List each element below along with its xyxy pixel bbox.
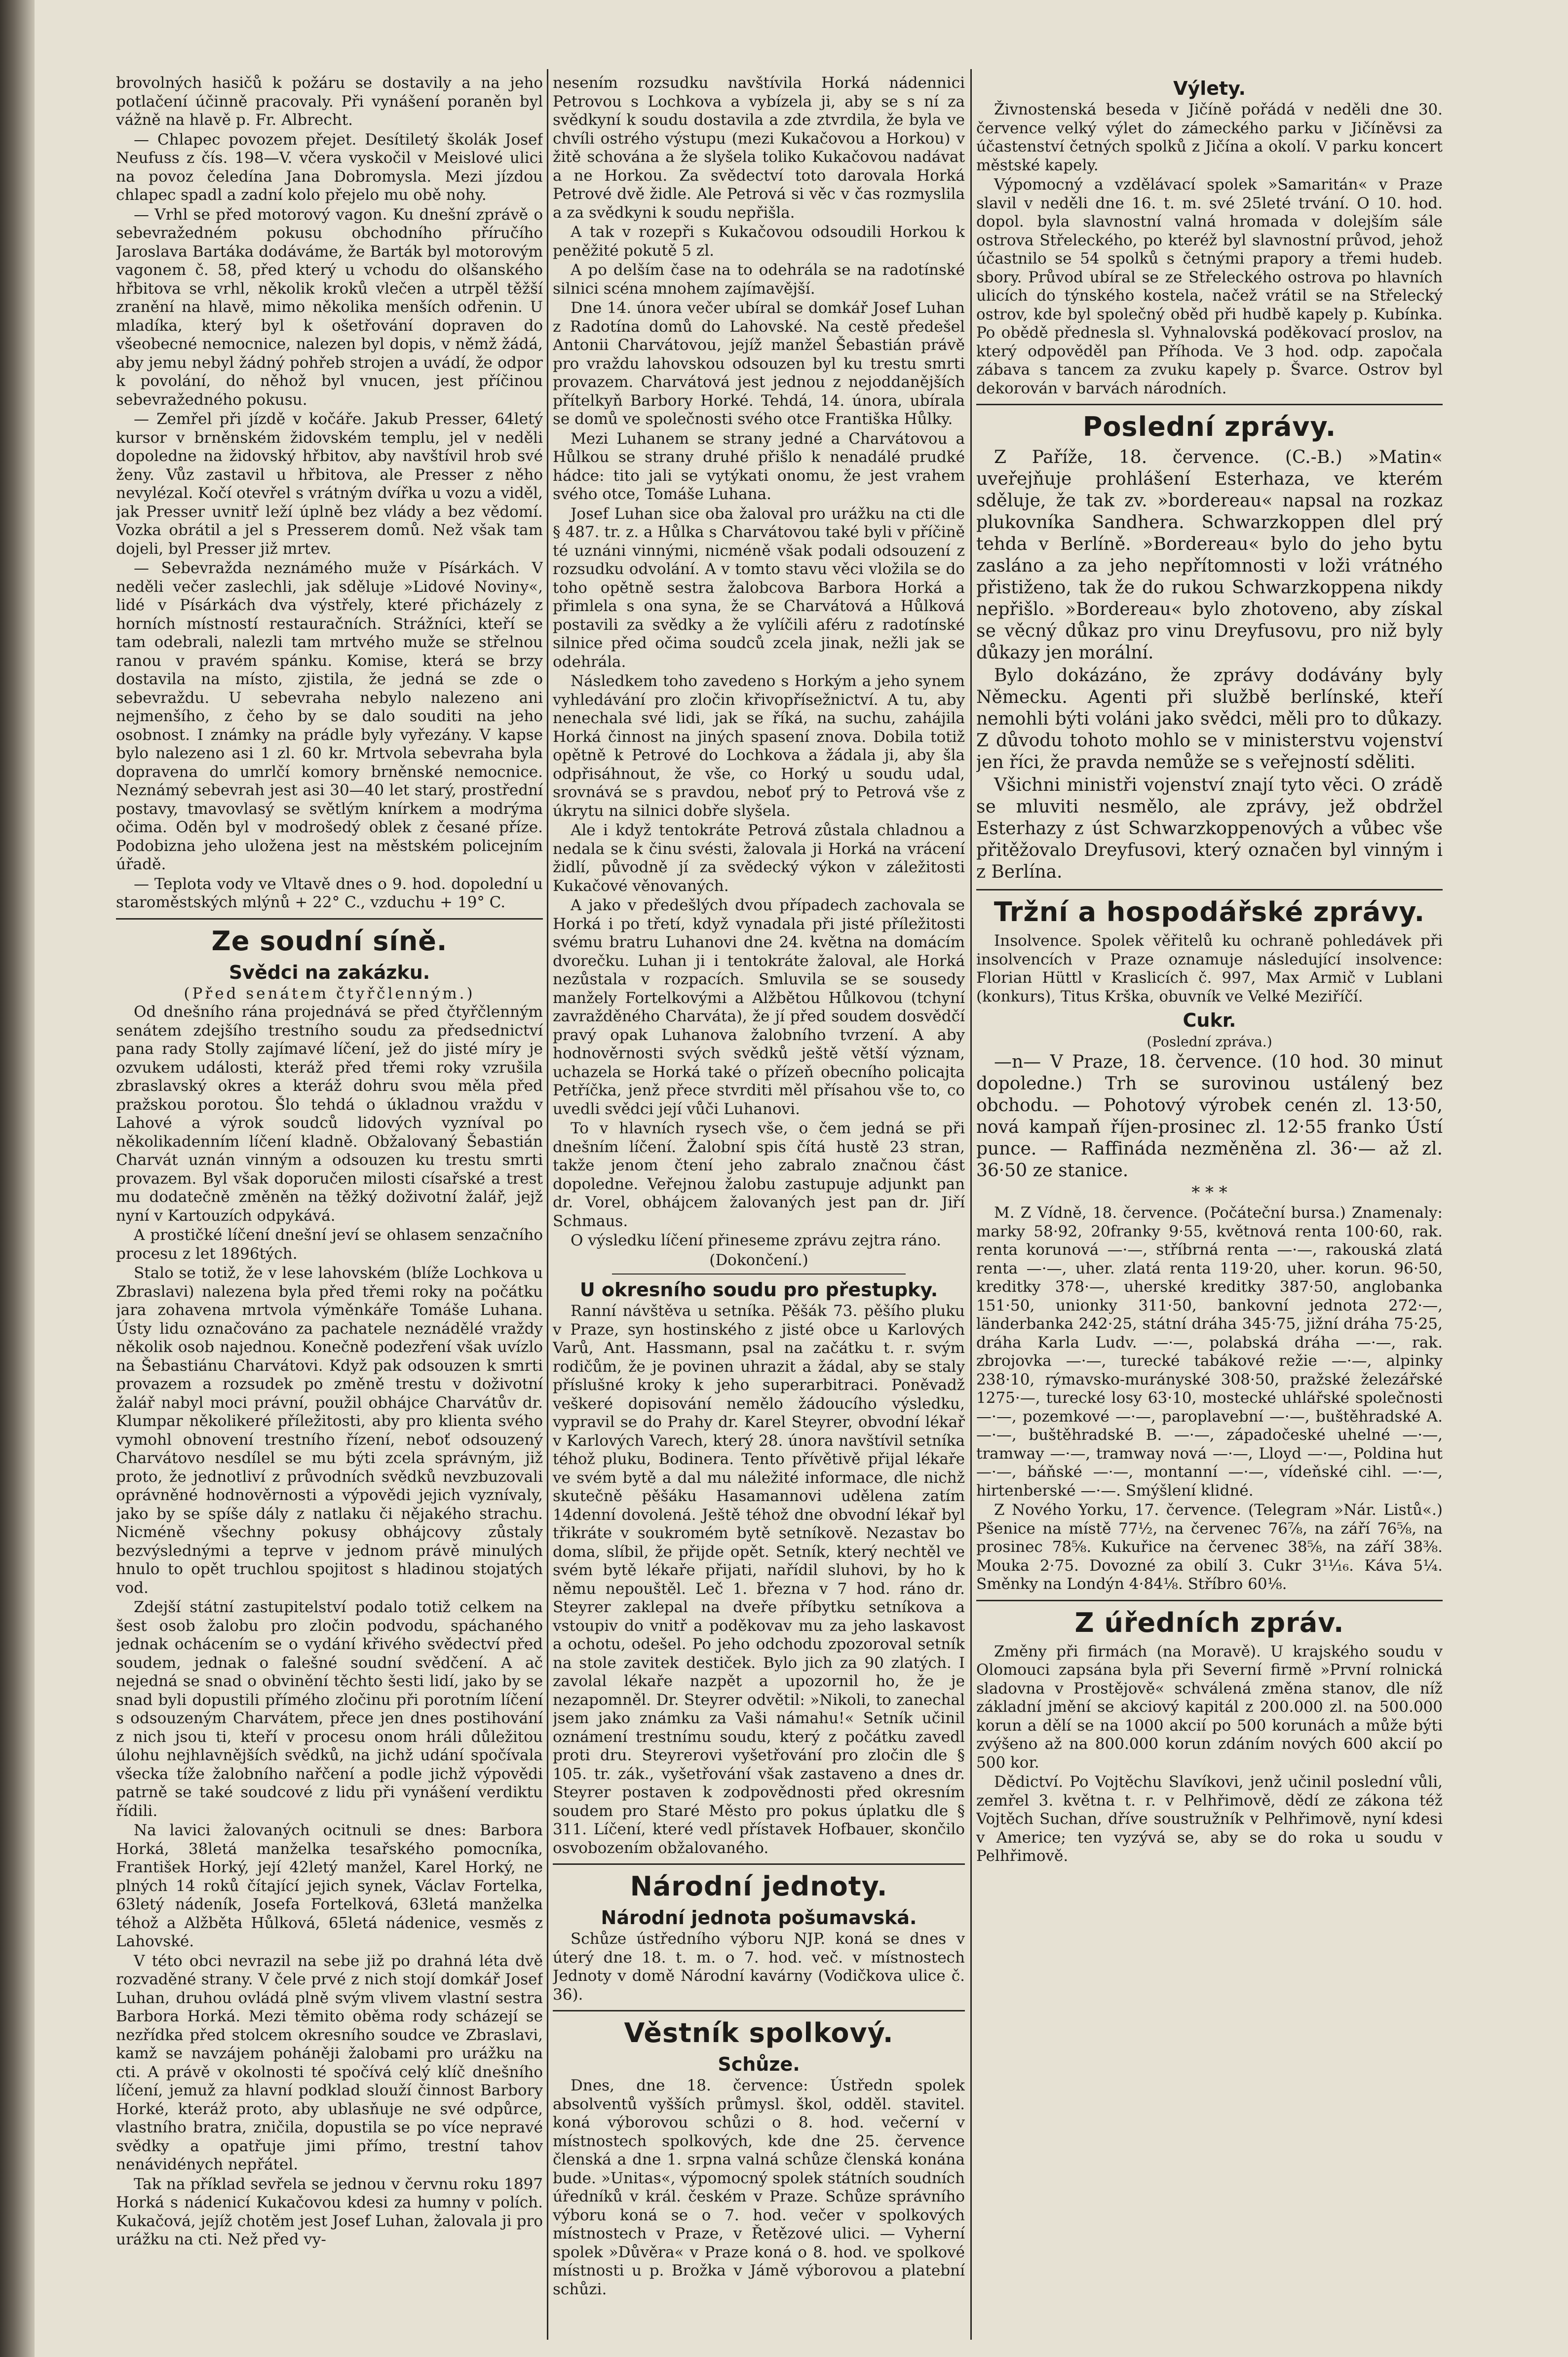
- section-divider: [553, 1863, 965, 1865]
- article-paragraph: —n— V Praze, 18. července. (10 hod. 30 minut dopoledne.) Trh se surovinou ustálený bez obchodu. — Pohotový výrobek cenén zl. 13·50, nová kampaň říjen-prosinec zl. 12·55 franko Ústí punce. — Raffináda nezměněna zl. 36·— až zl. 36·50 ze stanice.: [976, 1051, 1443, 1181]
- article-paragraph: Na lavici žalovaných ocitnuli se dnes: Barbora Horká, 38letá manželka tesařského pomocníka, František Horký, její 42letý manžel, Karel Horký, ne plných 14 roků čítající jejich synek, Václav Fortelka, 63letý nádeník, Josefa Fortelková, 63letá manželka téhož a Alžběta Hůlková, 65letá nádenice, vesměs z Lahovské.: [116, 1821, 543, 1950]
- section-title-national-unions: Národní jednoty.: [630, 1871, 888, 1902]
- article-paragraph: To v hlavních rysech vše, o čem jedná se při dnešním líčení. Žalobní spis čítá hustě 23 stran, takže jenom čtení jeho zabralo značnou část dopoledne. Veřejnou žalobu zastupuje adjunkt pan dr. Vorel, obhájcem žalovaných jest pan dr. Jiří Schmaus.: [553, 1120, 965, 1230]
- article-paragraph: V této obci nevrazil na sebe již po drahná léta dvě rozvaděné strany. V čele prvé z nich stojí domkář Josef Luhan, druhou ovládá plně svým vlivem vlastní sestra Barbora Horká. Mezi těmito oběma rody scházejí se nezřídka před stolcem okresního soudce ve Zbraslavi, kamž se navzájem poháněji žalobami pro urážku na cti. A právě v okolnosti té spočívá celý klíč dnešního líčení, jemuž za hlavní podklad slouží činnost Barbory Horké, kteráž proto, aby ublasňuje ne své odpůrce, vlastního bratra, zničila, dopustila se po více nepravé svědky a opatřuje jimi přímo, trestní tahov nenávidénych nepřátel.: [116, 1952, 543, 2173]
- section-divider: [976, 1600, 1443, 1601]
- article-paragraph: Živnostenská beseda v Jičíně pořádá v neděli dne 30. července velký výlet do zámeckého parku v Jičíněvsi za účastenství četných spolků z Jičína a okolí. V parku koncert městské kapely.: [976, 101, 1443, 174]
- separator-stars: * * *: [1191, 1182, 1227, 1202]
- article-paragraph: Z Nového Yorku, 17. července. (Telegram »Nár. Listů«.) Pšenice na místě 77½, na červenec 76⅞, na září 76⅝, na prosinec 78⅝. Kukuřice na červenec 38⅝, na září 38⅜. Mouka 2·75. Dovozné za obilí 3. Cukr 3¹¹⁄₁₆. Káva 5¼. Směnky na Londýn 4·84⅛. Stříbro 60⅛.: [976, 1501, 1443, 1593]
- column-rule-2: [970, 69, 972, 2340]
- news-item: — Teplota vody ve Vltavě dnes o 9. hod. dopolední u staroměstských mlýnů + 22° C., vzduchu + 19° C.: [116, 875, 543, 911]
- news-item: — Vrhl se před motorový vagon. Ku dnešní zprávě o sebevražedném pokusu obchodního příručího Jaroslava Bartáka dodáváme, že Barták byl motorovým vagonem č. 58, před který u vchodu do olšanského hřbitova se vrhl, několik kroků vlečen a utrpěl těžší zranění na hlavě, mimo několika menších odřenin. U mladíka, který byl k ošetřování dopraven do všeobecné nemocnice, nalezen byl dopis, v němž žádá, aby jemu nebyl žádný pohřeb strojen a uvádí, že odpor k povolání, do něhož byl vnucen, jest příčinou sebevražedného pokusu.: [116, 205, 543, 409]
- news-item: — Sebevražda neznámého muže v Písárkách. V neděli večer zaslechli, jak sděluje »Lidové Noviny«, lidé v Písárkách dva výstřely, které přicházely z horních místností restauračních. Strážníci, kteří se tam odebrali, nalezli tam mrtvého muže se střelnou ranou v pravém spánku. Komise, která se brzy dostavila na místo, zjistila, že jedná se zde o sebevraždu. U sebevraha nebylo nalezeno ani nejmenšího, z čeho by se dalo souditi na jeho osobnost. I známky na prádle byly vyřezány. V kapse bylo nalezeno asi 1 zl. 60 kr. Mrtvola sebevraha byla dopravena do umrlčí komory brněnské nemocnice. Neznámý sebevrah jest asi 30—40 let starý, prostřední postavy, tmavovlasý se světlým knírkem a modrýma očima. Oděn byl v modrošedý oblek z česané příze. Podobizna jeho uložena jest na městském policejním úřadě.: [116, 559, 543, 873]
- article-paragraph: Dědictví. Po Vojtěchu Slavíkovi, jenž učinil poslední vůli, zemřel 3. května t. r. v Pelhřimově, dědí ze zákona též Vojtěch Suchan, dříve soustružník v Pelhřimově, nyní kdesi v Americe; ten vyzývá se, aby se do roka u soudu v Pelhřimově.: [976, 1773, 1443, 1865]
- article-title: Schůze.: [718, 2053, 800, 2075]
- article-title: Výlety.: [1173, 77, 1246, 99]
- section-title-market-news: Tržní a hospodářské zprávy.: [994, 896, 1425, 927]
- article-paragraph: A prostičké líčení dnešní jeví se ohlasem senzačního procesu z let 1896tých.: [116, 1226, 543, 1263]
- article-paragraph: Následkem toho zavedeno s Horkým a jeho synem vyhledávání pro zločin křivopřísežnictví. A tu, aby nenechala své lidi, jak se říká, na suchu, zahájila Horká činnost na jiných spasení znova. Dobila totiž opětně k Petrové do Lochkova a žádala ji, aby šla odpřisáhnout, že vše, co Horký u soudu udal, srovnává se s pravdou, neboť prý to Petrová vše z úkrytu na silnici dobře slyšela.: [553, 672, 965, 820]
- article-paragraph: Ranní návštěva u setníka. Pěšák 73. pěšího pluku v Praze, syn hostinského z jisté obce u Karlových Varů, Ant. Hassmann, psal na začátku t. r. svým rodičům, že je povinen uhrazit a žádal, aby se staly příslušné kroky k jeho superarbitraci. Poněvadž veškeré dopisování nemělo žádoucího výsledku, vypravil se do Prahy dr. Karel Steyrer, obvodní lékař v Karlových Varech, který 28. února navštívil setníka téhož pluku, Bodinera. Tento přívětivě přijal lékaře ve svém bytě a dal mu náležité informace, dle nichž skutečně pěšáku Hasamannovi udělena zatím 14denní dovolená. Ještě téhož dne obvodní lékař byl třikráte v soukromém bytě setníkově. Nezastav bo doma, slíbil, že přijde opět. Setník, který nechtěl ve svém bytě lékaře přijati, nařídil sluhovi, by ho k němu nepouštěl. Leč 1. března v 7 hod. ráno dr. Steyrer zaklepal na dveře příbytku setníkova a vstoupiv do vnitř a poděkovav mu za jeho laskavost a ochotu, odešel. Po jeho odchodu zpozoroval setník na stole zavitek destiček. Bylo jich za 90 zlatých. I zavolal lékaře nazpět a upozornil ho, že je nezapomněl. Dr. Steyrer odvětil: »Nikoli, to zanechal jsem jako známku za Vaši námahu!« Setník učinil oznámení trestnímu soudu, který z počátku zavedl proti dru. Steyrerovi vyšetřování pro zločin dle § 105. tr. zák., vyšetřování však zastaveno a dnes dr. Steyrer postaven k zodpovědnosti před okresním soudem pro Staré Město pro pokus úplatku dle § 311. Líčení, které vedl přístavek Hofbauer, skončilo osvobozením obžalovaného.: [553, 1302, 965, 1857]
- news-item: — Zemřel při jízdě v kočáře. Jakub Presser, 64letý kursor v brněnském židovském templu, jel v neděli dopoledne na židovský hřbitov, aby navštívil hrob své ženy. Vůz zastavil u hřbitova, ale Presser z něho nevylézal. Kočí otevřel s vrátným dvířka u vozu a viděl, jak Presser uvnitř leží úplně bez vlády a bez vědomí. Vozka obrátil a jel s Presserem domů. Než však tam dojeli, byl Presser již mrtev.: [116, 410, 543, 558]
- article-divider: [612, 1274, 906, 1275]
- article-title: U okresního soudu pro přestupky.: [579, 1279, 938, 1301]
- article-paragraph: Mezi Luhanem se strany jedné a Charvátovou a Hůlkou se strany druhé přišlo k nenadálé prudké hádce: tito jali se vytýkati onomu, že jest vrahem svého otce, Tomáše Luhana.: [553, 429, 965, 503]
- article-paragraph: O výsledku líčení přineseme zprávu zejtra ráno.: [571, 1232, 941, 1249]
- article-paragraph: Změny při firmách (na Moravě). U krajského soudu v Olomouci zapsána byla při Severní firmě »První rolnická sladovna v Prostějově« schválená změna stanov, dle níž základní jmění se akciový kapitál z 200.000 zl. na 500.000 korun a dělí se na 1000 akcií po 500 korunách a může býti zvýšeno až na 800.000 korun zdáním nových 600 akcií po 500 kor.: [976, 1642, 1443, 1772]
- section-title-latest-news: Poslední zprávy.: [1082, 411, 1337, 442]
- article-subtitle: (Poslední zpráva.): [1147, 1034, 1272, 1050]
- section-divider: [553, 2010, 965, 2011]
- article-paragraph: Schůze ústředního výboru NJP. koná se dnes v úterý dne 18. t. m. o 7. hod. več. v místnostech Jednoty v domě Národní kavárny (Vodičkova ulice č. 36).: [553, 1930, 965, 2004]
- article-paragraph: Stalo se totiž, že v lese lahovském (blíže Lochkova u Zbraslavi) nalezena byla před třemi roky na počátku jara zohavena mrtvola výměnkáře Tomáše Luhana. Ústy lidu označováno za pachatele neznádělé vraždy několik osob najednou. Konečně podezření však uvízlo na Šebastiánu Charvátovi. Když pak odsouzen k smrti provazem a rozsudek po změně trestu v doživotní žalář nabyl moci právní, použil obhájce Charvátův dr. Klumpar několikeré příležitosti, aby pro klienta svého vymohl obnovení trestního řízení, neboť odsouzený Charvátovo nesdílel se mu býti zcela správným, již proto, že jednotliví z průvodních svědků nevzbuzovali oprávněné hodnověrnosti a výpovědi jejich vyznívaly, jako by se spíše dály z natlaku či nějakého strachu. Nicméně všechny pokusy obhájcovy zůstaly bezvýslednými a teprve v jednom právě minulých hnulo to opět truchlou spojitost s hladinou stojatých vod.: [116, 1264, 543, 1597]
- continued-note: (Dokončení.): [709, 1251, 808, 1269]
- section-title-court: Ze soudní síně.: [211, 925, 448, 957]
- section-divider: [116, 918, 543, 920]
- column-3: [976, 74, 1443, 2335]
- article-paragraph: A jako v předešlých dvou případech zachovala se Horká i po třetí, když vynadala při jisté příležitosti svému bratru Luhanovi dne 24. května na domácím dvorečku. Luhan ji i tentokráte žaloval, ale Horká nezůstala v rozpacích. Smluvila se se sousedy manžely Fortelkovými a Alžbětou Hůlkovou (tchyní zavražděného Charváta), že jí před soudem dosvědčí pravý opak Luhanova žalobního tvrzení. A aby hodnověrnosti svých svědků ještě větší význam, uchazela se Horká také o přízeň obecního policajta Petříčka, jenž přece stvrditi měl přísahou vše to, co uvedli svědci její vůči Luhanovi.: [553, 896, 965, 1118]
- news-item: — Chlapec povozem přejet. Desítiletý školák Josef Neufuss z čís. 198—V. včera vyskočil v Meislové ulici na povoz čeledína Jana Dobromysla. Mezi jízdou chlapec spadl a zadní kolo přejelo mu obě nohy.: [116, 130, 543, 204]
- section-divider: [976, 404, 1443, 405]
- article-paragraph: Insolvence. Spolek věřitelů ku ochraně pohledávek při insolvencích v Praze oznamuje následující insolvence: Florian Hüttl v Kraslicích č. 997, Max Armič v Lublani (konkurs), Titus Krška, obuvník ve Velké Meziříčí.: [976, 932, 1443, 1005]
- article-subtitle: (Před senátem čtyřčlenným.): [184, 984, 475, 1003]
- article-paragraph: A tak v rozepři s Kukačovou odsoudili Horkou k peněžité pokutě 5 zl.: [553, 223, 965, 260]
- article-title: Cukr.: [1183, 1009, 1236, 1031]
- column-2: [553, 74, 965, 2335]
- page-binding-edge: [0, 0, 35, 2357]
- article-paragraph: Bylo dokázáno, že zprávy dodávány byly Německu. Agenti při službě berlínské, kteří nemohli býti voláni jako svědci, měli pro to důkazy. Z důvodu tohoto mohlo se v ministerstvu vojenství jen říci, že pravda nemůže se s veřejností sděliti.: [976, 665, 1443, 773]
- article-paragraph: Josef Luhan sice oba žaloval pro urážku na cti dle § 487. tr. z. a Hůlka s Charvátovou také byli v příčině té uznáni vinnými, nicméně však podali odsouzení z rozsudku odvolání. A v tomto stavu věci vložila se do toho opětně sestra žalobcova Barbora Horká a přimlela s ona syna, že se Charvátová a Hůlková postavili za svědky a že vylíčili aféru z radotínské silnice před očima soudců zcela jinak, nežli jak se odehrála.: [553, 504, 965, 671]
- article-paragraph: A po delším čase na to odehrála se na radotínské silnici scéna mnohem zajímavější.: [553, 261, 965, 298]
- article-paragraph: Ale i když tentokráte Petrová zůstala chladnou a nedala se k činu svésti, žalovala ji Horká na vrácení židlí, původně jí za svědecký výkon v záležitosti Kukačové věnovaných.: [553, 821, 965, 895]
- article-paragraph: Z Paříže, 18. července. (C.-B.) »Matin« uveřejňuje prohlášení Esterhaza, ve kterém sděluje, že tak zv. »bordereau« napsal na rozkaz plukovníka Sandhera. Schwarzkoppen dlel prý tehda v Berlíně. »Bordereau« bylo do jeho bytu zasláno a za jeho nepřítomnosti v loži vrátného přistiženo, tak že do rukou Schwarzkoppena nikdy nepřišlo. »Bordereau« bylo zhotoveno, aby získal se věcný důkaz pro vinu Dreyfusovu, pro niž byly důkazy jen morální.: [976, 447, 1443, 663]
- article-title: Svědci na zakázku.: [229, 961, 430, 983]
- article-paragraph: nesením rozsudku navštívila Horká nádennici Petrovou s Lochkova a vybízela ji, aby se s ní za svědkyní k soudu dostavila a zde ztvrdila, že byla ve chvíli ostrého výstupu (mezi Kukačovou a Horkou) v žitě schována a že slyšela toliko Kukačovou nadávat a ne Horkou. Za svědectví toto darovala Horká Petrové dvě židle. Ale Petrová si věc v čas rozmyslila a za svědkyni k soudu nepřišla.: [553, 74, 965, 222]
- column-1: [116, 74, 543, 2335]
- article-paragraph: Dnes, dne 18. července: Ústředn spolek absolventů vyšších průmysl. škol, odděl. stavitel. koná výborovou schůzi o 8. hod. večerní v místnostech spolkových, kde dne 25. července členská a dne 1. srpna valná schůze členská konána bude. »Unitas«, výpomocný spolek státních soudních úředníků v král. českém v Praze. Schůze správního výboru koná se o 7. hod. večer v spolkových místnostech v Praze, v Řetězové ulici. — Vyherní spolek »Důvěra« v Praze koná o 8. hod. ve spolkové místnosti u p. Brožka v Jámě výborovou a platební schůzi.: [553, 2077, 965, 2298]
- article-paragraph: Od dnešního rána projednává se před čtyřčlenným senátem zdejšího trestního soudu za předsednictví pana rady Stolly zajímavé líčení, jež do jisté míry je ozvukem události, kteráž před třemi roky vzrušila zbraslavský okres a kteráž dohru svou měla před pražskou porotou. Šlo tehdá o úkladnou vraždu v Lahové a výrok soudců lidových vyzníval po několikadenním líčení kladně. Obžalovaný Šebastián Charvát uznán vinným a odsouzen ku trestu smrti provazem. Byl však doporučen milosti císařské a trest mu dodatečně změněn na těžký doživotní žalář, jejž nyní v Kartouzích odpykává.: [116, 1003, 543, 1225]
- section-title-official-news: Z úředních zpráv.: [1074, 1607, 1344, 1638]
- section-title-club-bulletin: Věstník spolkový.: [624, 2017, 894, 2048]
- fire-report-end: brovolných hasičů k požáru se dostavily a na jeho potlačení účinně pracovaly. Při vynášení poraněn byl vážně na hlavě p. Fr. Albrecht.: [116, 74, 543, 129]
- column-rule-1: [547, 69, 548, 2340]
- article-paragraph: Zdejší státní zastupitelství podalo totiž celkem na šest osob žalobu pro zločin podvodu, spáchaného jednak ochácením se o vydání křivého svědectví před soudem, jednak o falešné soudní svědčení. A ač nejedná se snad o obvinění těchto šesti lidí, jako by se snad byli dopustili přímého zločinu při porotním líčení s odsouzeným Charvátem, přece jen dnes postihování z nich jsou ti, kteří v procesu onom hráli důležitou úlohu nejhlavnějších svědků, na jichž udání spočívala všecka tíže žalobního nařčení a podle jichž výpovědi patrně se také soudcové z lidu při vynášení verdiktu řídili.: [116, 1598, 543, 1820]
- article-title: Národní jednota pošumavská.: [601, 1907, 917, 1929]
- article-paragraph: Výpomocný a vzdělávací spolek »Samaritán« v Praze slavil v neděli dne 16. t. m. své 25leté trvání. O 10. hod. dopol. byla slavnostní valná hromada v dolejším sále ostrova Střeleckého, po kteréž byl slavnostní průvod, jehož účastnilo se 54 spolků s četnými prapory a třemi hudeb. sbory. Průvod ubíral se ze Střeleckého ostrova po hlavních ulicích do týnského kostela, načež vrátil se na Střelecký ostrov, kde byl společný oběd při hudbě kapely p. Kubínka. Po obědě přednesla sl. Vyhnalovská poděkovací proslov, na který odpověděl pan Příhoda. Ve 3 hod. odp. započala zábava s tancem za zvuku kapely p. Švarce. Ostrov byl dekorován v barvách národních.: [976, 176, 1443, 397]
- article-paragraph: M. Z Vídně, 18. července. (Počáteční bursa.) Znamenaly: marky 58·92, 20franky 9·55, květnová renta 100·60, rak. renta korunová —·—, stříbrná renta —·—, rakouská zlatá renta —·—, uher. zlatá renta 119·20, uher. korun. 96·50, kreditky 378·—, uherské kreditky 387·50, anglobanka 151·50, unionky 311·50, bankovní jednota 272·—, länderbanka 242·25, státní dráha 345·75, jižní dráha 75·25, dráha Karla Ludv. —·—, polabská dráha —·—, rak. zbrojovka —·—, turecké tabákové režie —·—, alpinky 238·10, rýmavsko-murányské 308·50, pražské železářské 1275·—, turecké losy 63·10, mostecké uhlářské společnosti —·—, pozemkové —·—, paroplavební —·—, buštěhradské A. —·—, buštěhradské B. —·—, západočeské uhelné —·—, tramway —·—, tramway nová —·—, Lloyd —·—, Poldina hut —·—, báňské —·—, montanní —·—, vídeňské cihl. —·—, hirtenberské —·—. Smýšlení klidné.: [976, 1204, 1443, 1500]
- section-divider: [976, 889, 1443, 890]
- article-paragraph: Dne 14. února večer ubíral se domkář Josef Luhan z Radotína domů do Lahovské. Na cestě předešel Antonii Charvátovou, jejíž manžel Šebastián právě pro vraždu lahovskou odsouzen byl ku trestu smrti provazem. Charvátová jest jednou z nejoddanějších přítelkyň Barbory Horké. Tehdá, 14. února, ubírala se domů ve společnosti svého otce Františka Hůlky.: [553, 299, 965, 428]
- article-paragraph: Tak na příklad sevřela se jednou v červnu roku 1897 Horká s nádenicí Kukačovou kdesi za humny v polích. Kukačová, jejíž chotěm jest Josef Luhan, žalovala ji pro urážku na cti. Než před vy-: [116, 2175, 543, 2248]
- article-paragraph: Všichni ministři vojenství znají tyto věci. O zrádě se mluviti nesmělo, ale zprávy, jež obdržel Esterhazy z úst Schwarzkoppenových a vůbec vše přitěžovalo Dreyfusovi, který označen byl vinným i z Berlína.: [976, 775, 1443, 882]
